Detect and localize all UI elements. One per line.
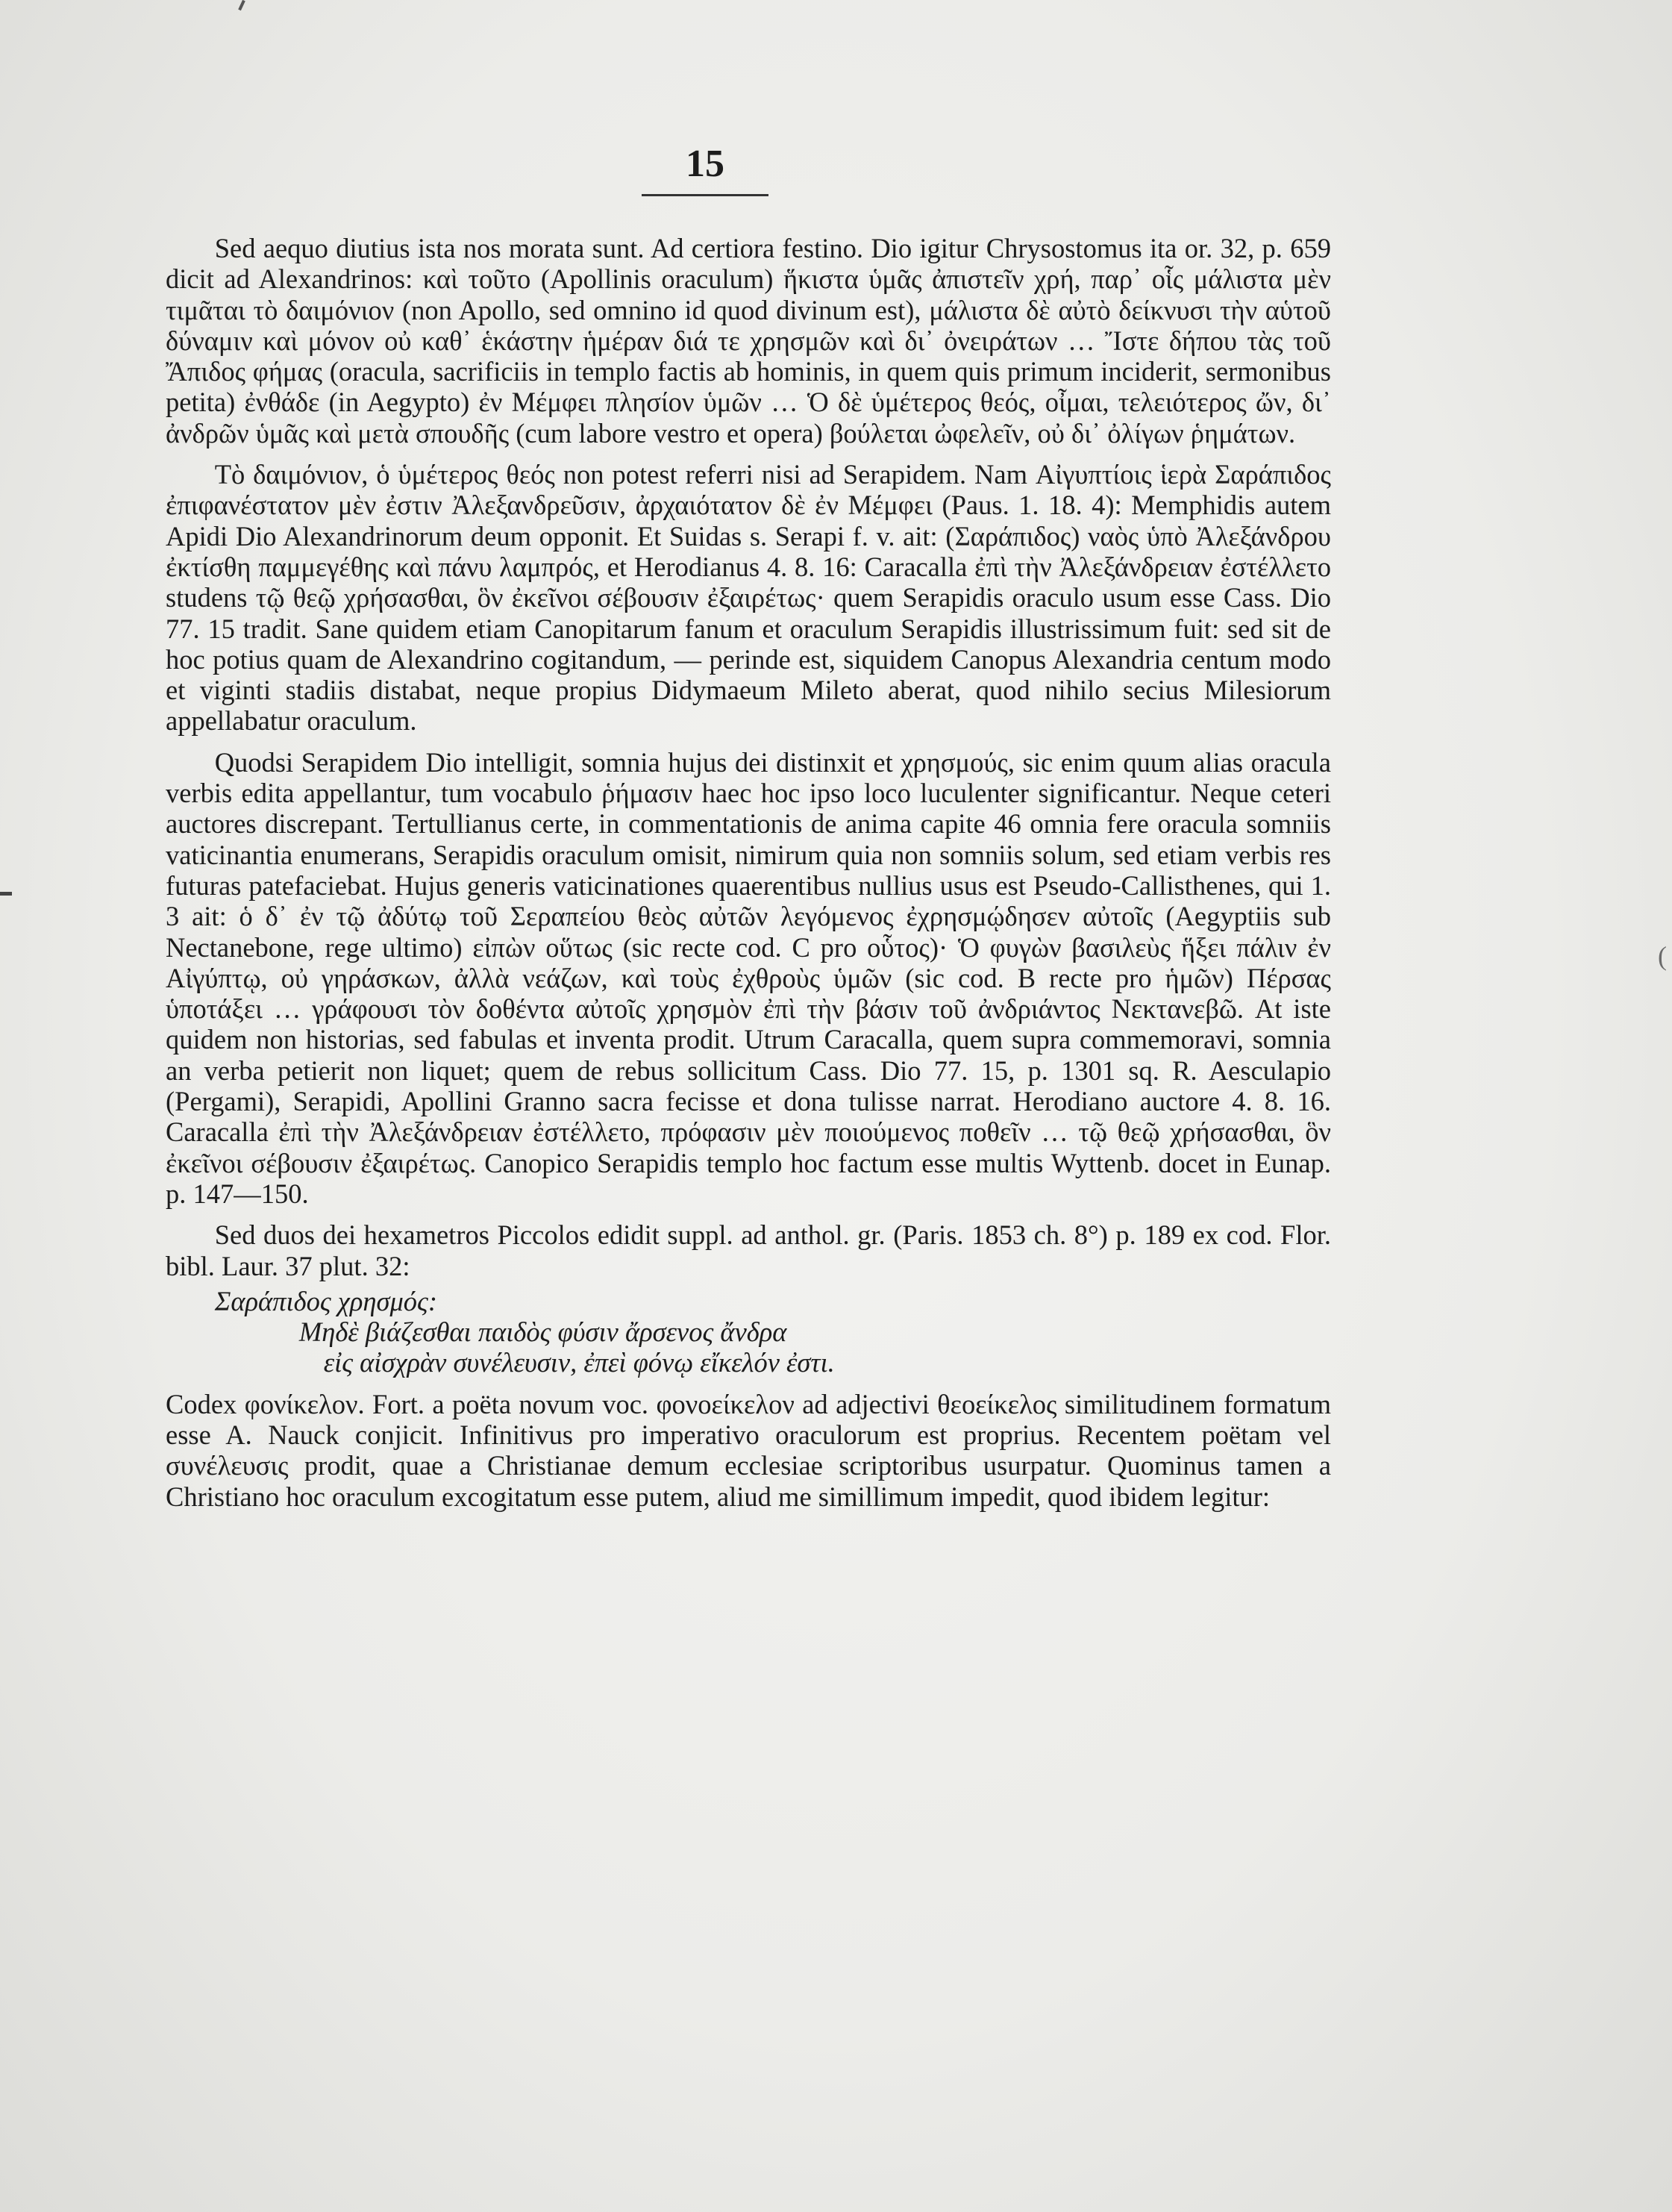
paragraph-hexameters: Sed duos dei hexametros Piccolos edidit suppl. ad anthol. gr. (Paris. 1853 ch. 8°) p. 189 ex cod. Flor. bibl. Laur. 37 plut. 32: [166,1219,1331,1281]
paragraph-dio-chrysostomus: Sed aequo diutius ista nos morata sunt. Ad certiora festino. Dio igitur Chrysostomus ita or. 32, p. 659 dicit ad Alexandrinos: καὶ τοῦτο (Apollinis oraculum) ἥκιστα ὑμᾶς ἀπιστεῖν χρή, παρ᾽ οἷς μάλιστα μὲν τιμᾶται τὸ δαιμόνιον (non Apollo, sed omnino id quod divinum est), μάλιστα δὲ αὐτὸ δείκνυσι τὴν αὑτοῦ δύναμιν καὶ μόνον οὐ καθ᾽ ἑκάστην ἡμέραν διά τε χρησμῶν καὶ δι᾽ ὀνειράτων … Ἴστε δήπου τὰς τοῦ Ἄπιδος φήμας (oracula, sacrificiis in templo factis ab hominis, in quem quis primum inciderit, sermonibus petita) ἐνθάδε (in Aegypto) ἐν Μέμφει πλησίον ὑμῶν … Ὁ δὲ ὑμέτερος θεός, οἶμαι, τελειότερος ὤν, δι᾽ ἀνδρῶν ὑμᾶς καὶ μετὰ σπουδῆς (cum labore vestro et opera) βούλεται ὠφελεῖν, οὐ δι᾽ ὀλίγων ῥημάτων. [166,233,1331,449]
verse-line-2: εἰς αἰσχρὰν συνέλευσιν, ἐπεὶ φόνῳ εἴκελόν ἐστι. [323,1347,835,1378]
margin-mark-right: ( [1658,941,1667,971]
paragraph-codex: Codex φονίκελον. Fort. a poëta novum voc. φονοείκελον ad adjectivi θεοείκελος similitudinem formatum esse A. Nauck conjicit. Infinitivus pro imperativo oraculorum est proprius. Recentem poëtam vel συνέλευσις prodit, quae a Christianae demum ecclesiae scriptoribus usurpatur. Quominus tamen a Christiano hoc oraculum excogitatum esse putem, aliud me simillimum impedit, quod ibidem legitur: [166,1388,1331,1512]
body-text [166,233,1331,1512]
verse-heading: Σαράπιδος χρησμός: [214,1285,438,1316]
margin-mark-left [0,892,12,896]
verse-line-1: Μηδὲ βιάζεσθαι παιδὸς φύσιν ἄρσενος ἄνδρα [298,1316,787,1348]
page-number: 15 [686,143,724,185]
paragraph-serapis: Τὸ δαιμόνιον, ὁ ὑμέτερος θεός non potest referri nisi ad Serapidem. Nam Αἰγυπτίοις ἱερὰ Σαράπιδος ἐπιφανέστατον μὲν ἐστιν Ἀλεξανδρεῦσιν, ἀρχαιότατον δὲ ἐν Μέμφει (Paus. 1. 18. 4): Memphidis autem Apidi Dio Alexandrinorum deum opponit. Et Suidas s. Serapi f. v. ait: (Σαράπιδος) ναὸς ὑπὸ Ἀλεξάνδρου ἐκτίσθη παμμεγέθης καὶ πάνυ λαμπρός, et Herodianus 4. 8. 16: Caracalla ἐπὶ τὴν Ἀλεξάνδρειαν ἐστέλλετο studens τῷ θεῷ χρήσασθαι, ὃν ἐκεῖνοι σέβουσιν ἐξαιρέτως· quem Serapidis oraculo usum esse Cass. Dio 77. 15 tradit. Sane quidem etiam Canopitarum fanum et oraculum Serapidis illustrissimum fuit: sed sit de hoc potius quam de Alexandrino cogitandum, — perinde est, siquidem Canopus Alexandria centum modo et viginti stadiis distabat, neque propius Didymaeum Mileto aberat, quod nihilo secius Milesiorum appellabatur oraculum. [166,459,1331,737]
ink-mark [238,0,245,10]
paragraph-oracles: Quodsi Serapidem Dio intelligit, somnia hujus dei distinxit et χρησμούς, sic enim quum alias oracula verbis edita appellantur, tum vocabulo ῥήμασιν haec hoc ipso loco luculenter significantur. Neque ceteri auctores discrepant. Tertullianus certe, in commentationis de anima capite 46 omnia fere oracula somniis vaticinantia enumerans, Serapidis oraculum omisit, nimirum quia non somniis solum, sed etiam verbis res futuras patefaciebat. Hujus generis vaticinationes quaerentibus nullius usus est Pseudo-Callisthenes, qui 1. 3 ait: ὁ δ᾽ ἐν τῷ ἀδύτῳ τοῦ Σεραπείου θεὸς αὐτῶν λεγόμενος ἐχρησμῴδησεν αὐτοῖς (Aegyptiis sub Nectanebone, rege ultimo) εἰπὼν οὕτως (sic recte cod. C pro οὗτος)· Ὁ φυγὼν βασιλεὺς ἥξει πάλιν ἐν Αἰγύπτῳ, οὐ γηράσκων, ἀλλὰ νεάζων, καὶ τοὺς ἐχθροὺς ὑμῶν (sic cod. B recte pro ἡμῶν) Πέρσας ὑποτάξει … γράφουσι τὸν δοθέντα αὐτοῖς χρησμὸν ἐπὶ τὴν βάσιν τοῦ ἀνδριάντος Νεκτανεβῶ. At iste quidem non historias, sed fabulas et inventa prodit. Utrum Caracalla, quem supra commemoravi, somnia an verba petierit non liquet; quem de rebus sollicitum Cass. Dio 77. 15, p. 1301 sq. R. Aesculapio (Pergami), Serapidi, Apollini Granno sacra fecisse et dona tulisse narrat. Herodiano auctore 4. 8. 16. Caracalla ἐπὶ τὴν Ἀλεξάνδρειαν ἐστέλλετο, πρόφασιν μὲν ποιούμενος ποθεῖν … τῷ θεῷ χρήσασθαι, ὃν ἐκεῖνοι σέβουσιν ἐξαιρέτως. Canopico Serapidis templo hoc factum esse multis Wyttenb. docet in Eunap. p. 147—150. [166,746,1331,1209]
header-rule [642,194,768,196]
verse-block [166,1286,1331,1378]
